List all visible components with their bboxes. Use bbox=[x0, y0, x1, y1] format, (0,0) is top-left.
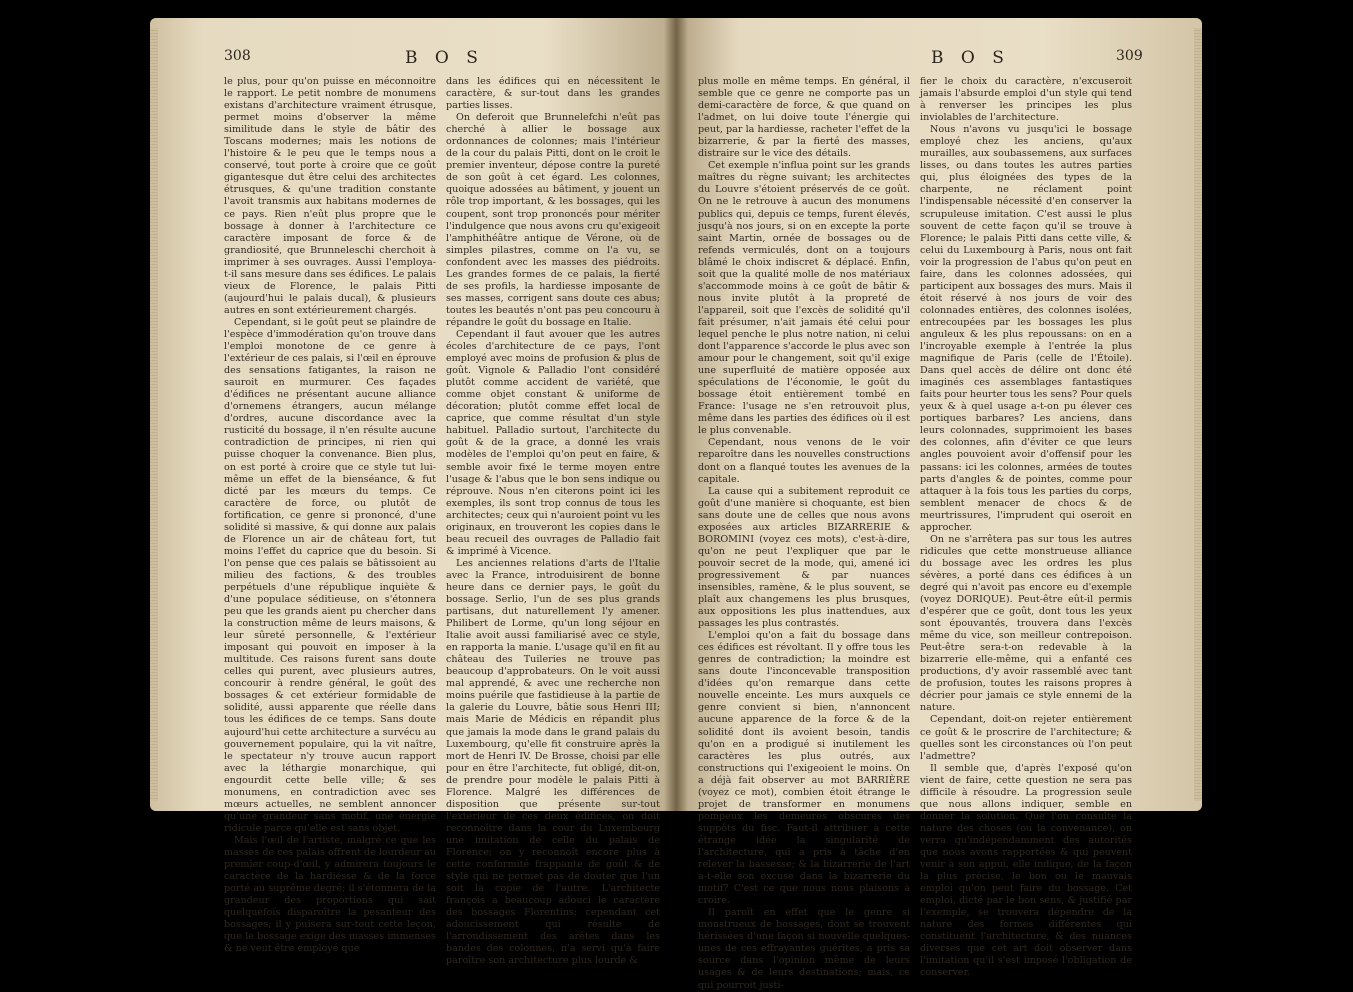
text-column-left-1 bbox=[224, 76, 436, 955]
paragraph: le plus, pour qu'on puisse en méconnoitre le rapport. Le petit nombre de monumens existans d'architecture vraiment étrusque, permet moins d'observer la même similitude dans le style de bâtir des Toscans modernes; mais les notions de l'histoire & le peu que le temps nous a conservé, tout porte à croire que ce goût gigantesque dut être celui des architectes étrusques, & qu'une tradition constante l'avoit transmis aux habitans modernes de ce pays. Rien n'eût plus propre que le bossage à donner à l'architecture ce caractère imposant de force & de grandiosité, que Brunneleschi cherchoit à imprimer à ses ouvrages. Aussi l'employa-t-il sans mesure dans ses édifices. Le palais vieux de Florence, le palais Pitti (aujourd'hui le palais ducal), & plusieurs autres en sont extérieurement chargés. bbox=[224, 76, 436, 316]
paragraph: Cependant il faut avouer que les autres écoles d'architecture de ce pays, l'ont employé avec moins de profusion & plus de goût. Vignole & Palladio l'ont considéré plutôt comme accident de variété, que comme objet constant & uniforme de décoration; plutôt comme effet local de caprice, que comme résultat d'un style habituel. Palladio surtout, l'architecte du goût & de la grace, a donné les vrais modèles de l'emploi qu'on peut en faire, & semble avoir fixé le terme moyen entre l'usage & l'abus que le bon sens indique ou réprouve. Nous n'en citerons point ici les exemples, ils sont trop connus de tous les architectes; ceux qui n'auroient point vu les originaux, en trouveront les copies dans le beau recueil des ouvrages de Palladio fait & imprimé à Vicence. bbox=[446, 328, 660, 557]
text-column-right-1 bbox=[698, 76, 910, 991]
paragraph: plus molle en même temps. En général, il semble que ce genre ne comporte pas un demi-caractère de force, & que quand on l'admet, on lui doive toute l'énergie qui peut, par la hardiesse, racheter l'effet de la bizarrerie, & par la fierté des masses, distraire sur le vice des détails. bbox=[698, 76, 910, 160]
page-edges-right bbox=[1194, 28, 1202, 801]
paragraph: Il paroît en effet que le genre si monstrueux de bossages, dont se trouvent hérissées d'une façon si nouvelle quelques-unes de ces effrayantes guérites, a pris sa source dans l'opinion même de leurs usages & de leurs destinations; mais, ce qui pourroit justi- bbox=[698, 907, 910, 991]
paragraph: dans les édifices qui en nécessitent le caractère, & sur-tout dans les grandes parties lisses. bbox=[446, 76, 660, 112]
paragraph: Cependant, si le goût peut se plaindre de l'espèce d'immodération qu'on trouve dans l'emploi monotone de ce genre à l'extérieur de ces palais, si l'œil en éprouve des sensations fatigantes, la raison ne sauroit en murmurer. Ces façades d'édifices ne présentant aucune alliance d'ornemens étrangers, aucun mélange d'ordres, aucune discordance avec la rusticité du bossage, il n'en résulte aucune contradiction de principes, ni rien qui puisse choquer la convenance. Bien plus, on est porté à croire que ce style tut lui-même un effet de la bienséance, & fut dicté par les mœurs du temps. Ce caractère de force, ou plutôt de fortification, ce genre si prononcé, d'une solidité si massive, & qui donne aux palais de Florence un air de château fort, tut moins l'effet du caprice que du besoin. Si l'on pense que ces palais se bâtissoient au milieu des factions, & des troubles perpétuels d'une république inquiète & d'une populace séditieuse, on s'étonnera peu que les grands aient pu chercher dans la construction même de leurs maisons, & leur sûreté personnelle, & l'extérieur imposant qui pouvoit en imposer à la multitude. Ces raisons furent sans doute celles qui purent, avec plusieurs autres, concourir à rendre général, le goût des bossages & cet extérieur formidable de solidité, aussi apparente que réelle dans tous les édifices de ce temps. Sans doute aujourd'hui cette architecture a survécu au gouvernement populaire, qui la vit naître, le spectateur n'y trouve aucun rapport avec la léthargie monarchique, qui engourdit cette belle ville; & ses monumens, en contradiction avec ses mœurs actuelles, ne semblent annoncer qu'une grandeur sans motif, une énergie ridicule parce qu'elle est sans objet. bbox=[224, 316, 436, 834]
paragraph: Mais l'œil de l'artiste, malgré ce que les masses de ces palais offrent de lourdeur au premier coup-d'œil, y admirera toujours le caractère de la hardiesse & de la force porté au suprême degré; il s'étonnera de la grandeur des proportions qui sait quelquefois disparoître la pesanteur des bossages; il y puisera sur-tout cette leçon, que le bossage exige des masses immenses & ne veut être employé que bbox=[224, 834, 436, 955]
page-edges-left bbox=[150, 28, 158, 801]
paragraph: Cependant, doit-on rejeter entièrement ce goût & le proscrire de l'architecture; & quelles sont les circonstances où l'on peut l'admettre? bbox=[920, 714, 1132, 762]
paragraph: Cependant, nous venons de le voir reparoître dans les nouvelles constructions dont on a flanqué toutes les avenues de la capitale. bbox=[698, 437, 910, 485]
running-header-right: B O S bbox=[931, 48, 1010, 68]
paragraph: Les anciennes relations d'arts de l'Italie avec la France, introduisirent de bonne heure dans ce dernier pays, le goût du bossage. Serlio, l'un de ses plus grands partisans, dut naturellement l'y amener. Philibert de Lorme, qu'un long séjour en Italie avoit aussi familiarisé avec ce style, en rapporta la manie. L'usage qu'il en fit au château des Tuileries ne trouve pas beaucoup d'approbateurs. On le voit aussi mal apprendé, & avec une recherche non moins puérile que fastidieuse à la partie de la galerie du Louvre, bâtie sous Henri III; mais Marie de Médicis en répandit plus que jamais la mode dans le grand palais du Luxembourg, qu'elle fit construire après la mort de Henri IV. De Brosse, choisi par elle pour en être l'architecte, fut obligé, dit-on, de prendre pour modèle le palais Pitti à Florence. Malgré les différences de disposition que présente sur-tout l'extérieur de ces deux édifices, on doit reconnoître dans la cour du Luxembourg une imitation de celle du palais de Florence; on y reconnoît encore plus à cette conformité frappante de goût & de style qui ne permet pas de douter que l'un soit la copie de l'autre. L'architecte françois a beaucoup adouci le caractère des bossages Florentins; cependant cet adoucissement qui résulte de l'arrondissement des arêtes dans les bandes des colonnes, n'a servi qu'à faire paroître son architecture plus lourde & bbox=[446, 557, 660, 967]
paragraph: Nous n'avons vu jusqu'ici le bossage employé chez les anciens, qu'aux murailles, aux soubassemens, aux surfaces lisses, ou dans toutes les autres parties qui, plus éloignées des types de la charpente, ne réclament point l'indispensable nécessité d'en conserver la scrupuleuse imitation. C'est aussi le plus souvent de cette façon qu'il se trouve à Florence; le palais Pitti dans cette ville, & celui du Luxembourg à Paris, nous ont fait voir la progression de l'abus qu'on peut en faire, dans les colonnes adossées, qui participent aux bossages des murs. Mais il étoit réservé à nos jours de voir des colonnades entières, des colonnes isolées, entrecoupées par les bossages les plus anguleux & les plus repoussans: on en a l'incroyable exemple à l'entrée la plus magnifique de Paris (celle de l'Étoile). Dans quel accès de délire ont donc été imaginés ces assemblages fantastiques faits pour heurter tous les sens? Pour quels yeux & à quel usage a-t-on pu élever ces portiques barbares? Les anciens, dans leurs colonnades, supprimoient les bases des colonnes, afin d'éviter ce que leurs angles pouvoient avoir d'offensif pour les passans: ici les colonnes, armées de toutes parts d'angles & de pointes, comme pour attaquer à la fois tous les parties du corps, semblent menacer de chocs & de meurtrissures, l'imprudent qui oseroit en approcher. bbox=[920, 124, 1132, 533]
open-book bbox=[150, 18, 1202, 991]
paragraph: La cause qui a subitement reproduit ce goût d'une manière si choquante, est bien sans doute une de celles que nous avons exposées aux articles BIZARRERIE & BOROMINI (voyez ces mots), c'est-à-dire, qu'on ne peut l'expliquer que par le pouvoir secret de la mode, qui, amené ici progressivement & par nuances insensibles, ramène, & le plus souvent, se plaît aux changemens les plus brusques, aux oppositions les plus inattendues, aux passages les plus contrastés. bbox=[698, 485, 910, 630]
book-gutter bbox=[664, 18, 688, 811]
paragraph: On ne s'arrêtera pas sur tous les autres ridicules que cette monstrueuse alliance du bossage avec les ordres les plus sévères, a porté dans ces édifices à un degré qui n'avoit pas encore eu d'exemple (voyez DORIQUE). Peut-être eût-il permis d'espérer que ce goût, dont tous les yeux sont épouvantés, trouvera dans l'excès même du vice, son meilleur contrepoison. Peut-être sera-t-on redevable à la bizarrerie elle-même, qui a enfanté ces productions, d'y avoir rassemblé avec tant de profusion, toutes les raisons propres à décrier pour jamais ce style ennemi de la nature. bbox=[920, 533, 1132, 714]
paragraph: fier le choix du caractère, n'excuseroit jamais l'absurde emploi d'un style qui tend à renverser les principes les plus inviolables de l'architecture. bbox=[920, 76, 1132, 124]
text-column-left-2 bbox=[446, 76, 661, 967]
paragraph: L'emploi qu'on a fait du bossage dans ces édifices est révoltant. Il y offre tous les genres de contradiction; la moindre est sans doute l'inconcevable transposition d'idées qu'on remarque dans cette nouvelle enceinte. Les murs auxquels ce genre convient si bien, n'annoncent aucune apparence de la force & de la solidité dont ils avoient besoin, tandis qu'on en a prodigué si inutilement les caractères les plus outrés, aux constructions qui l'exigeoient le moins. On a déjà fait observer au mot BARRIÈRE (voyez ce mot), combien étoit étrange le projet de transformer en monumens pompeux les demeures obscures des suppôts du fisc. Faut-il attribuer à cette étrange idée la singularité de l'architecture, qui a pris à tâche d'en relever la bassesse; & la bizarrerie de l'art a-t-elle son excuse dans la bizarrerie du motif? C'est ce que nous nous plaisons à croire. bbox=[698, 630, 910, 907]
page-number-right: 309 bbox=[1116, 48, 1143, 64]
running-header-left: B O S bbox=[405, 48, 484, 68]
paragraph: On deferoit que Brunnelefchi n'eût pas cherché à allier le bossage aux ordonnances de colonnes; mais l'intérieur de la cour du palais Pitti, dont on le croit le premier inventeur, dépose contre la pureté de son goût à cet égard. Les colonnes, quoique adossées au bâtiment, y jouent un rôle trop important, & les bossages, qui les coupent, sont trop prononcés pour mériter l'indulgence que nous avons cru qu'exigeoit l'amphithéâtre antique de Vérone, où de simples pilastres, comme on l'a vu, se confondent avec les masses des piédroits. Les grandes formes de ce palais, la fierté de ses profils, la hardiesse imposante de ses masses, corrigent sans doute ces abus; toutes les beautés n'ont pas peu concouru à répandre le goût du bossage en Italie. bbox=[446, 112, 661, 328]
text-column-right-2 bbox=[920, 76, 1132, 979]
left-page bbox=[150, 18, 676, 967]
right-page bbox=[676, 18, 1202, 991]
paragraph: Il semble que, d'après l'exposé qu'on vient de faire, cette question ne sera pas difficile à résoudre. La progression seule que nous allons indiquer, semble en donner la solution. Que l'on consulte la nature des choses (ou la convenance), on verra qu'indépendamment des autorités que nous avons rapportées & qui peuvent venir à son appui, elle indique, de la façon la plus précise, le bon ou le mauvais emploi qu'on peut faire du bossage. Cet emploi, dicté par le bon sens, & justifié par l'exemple, se trouvera dépendre de la nature des formes différentes qui constituent l'architecture, & des nuances diverses que cet art doit observer dans l'imitation qu'il s'est imposé l'obligation de conserver. bbox=[920, 762, 1132, 979]
paragraph: Cet exemple n'influa point sur les grands maîtres du règne suivant; les architectes du Louvre s'étoient préservés de ce goût. On ne le retrouve à aucun des monumens publics qui, depuis ce temps, furent élevés, jusqu'à nos jours, si on en excepte la porte saint Martin, ornée de bossages ou de refends vermiculés, dont on a toujours blâmé le choix indiscret & déplacé. Enfin, soit que la qualité molle de nos matériaux s'accommode moins à ce goût de bâtir & nous invite plutôt à la propreté de l'appareil, soit que l'excès de solidité qu'il fait présumer, n'ait jamais été celui pour lequel penche le plus notre nation, ni celui dont l'apparence s'accorde le plus avec son amour pour le changement, soit qu'il exige une superfluité de matière opposée aux spéculations de l'économie, le goût du bossage étoit entièrement tombé en France: l'usage ne s'en retrouvoit plus, même dans les parties des édifices où il est le plus convenable. bbox=[698, 160, 910, 437]
page-number-left: 308 bbox=[224, 48, 251, 64]
